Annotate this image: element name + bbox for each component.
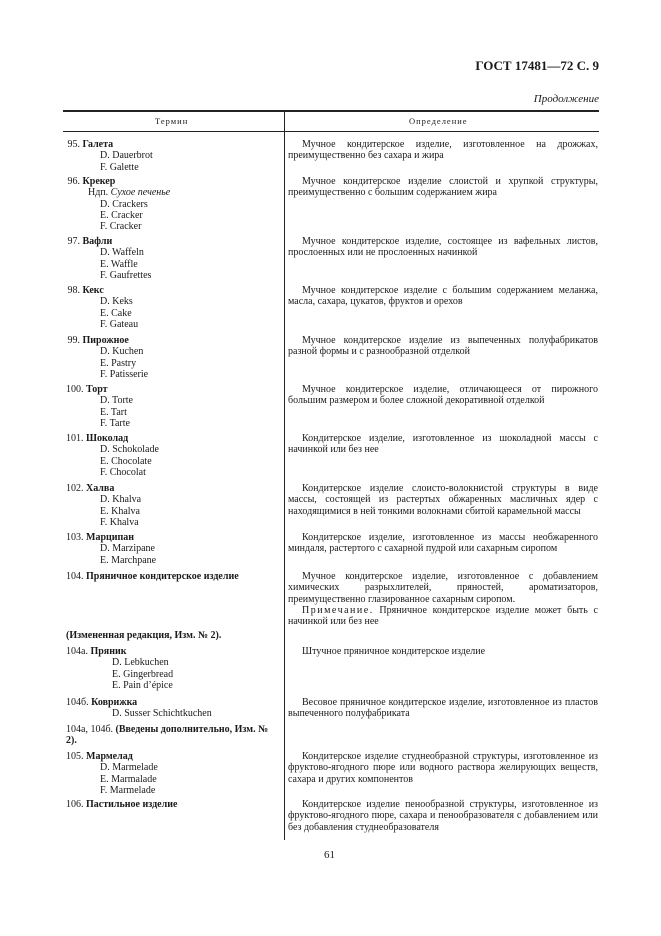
term-104a: 104а. Пряник D. Lebkuchen E. Gingerbread E. Pain d’épice <box>66 646 174 691</box>
definition-98: Мучное кондитерское изделие с большим содержанием меланжа, масла, сахара, цукатов, фруктов и орехов <box>288 285 598 308</box>
term-96: 96. Крекер Ндп. Сухое печенье D. Crackers E. Cracker F. Cracker <box>67 176 171 233</box>
continuation-label: Продолжение <box>533 93 599 105</box>
page-number: 61 <box>324 849 335 861</box>
amendment-note-1: (Измененная редакция, Изм. № 2). <box>66 630 222 641</box>
amendment-note-2: 104а, 104б. (Введены дополнительно, Изм. № 2). <box>66 724 269 747</box>
header-col-term: Термин <box>155 116 189 126</box>
note-label: Примечание. <box>302 604 374 616</box>
term-104: 104. Пряничное кондитерское изделие <box>66 571 239 582</box>
definition-106: Кондитерское изделие пенообразной структуры, изготовленное из фруктово-ягодного пюре, сахара и пенообразователя с добавлением или без добавления студнеобразователя <box>288 799 598 833</box>
definition-100: Мучное кондитерское изделие, отличающееся от пирожного большим размером и более сложной декоративной отделкой <box>288 384 598 407</box>
term-97: 97. Вафли D. Waffeln E. Waffle F. Gaufrettes <box>67 236 152 281</box>
term-105: 105. Мармелад D. Marmelade E. Marmalade F. Marmelade <box>66 751 158 796</box>
definition-104b: Весовое пряничное кондитерское изделие, изготовленное из пластов выпеченного полуфабриката <box>288 697 598 720</box>
term-101: 101. Шоколад D. Schokolade E. Chocolate F. Chocolat <box>66 433 159 478</box>
definition-99: Мучное кондитерское изделие из выпеченных полуфабрикатов разной формы и с разнообразной отделкой <box>288 335 598 358</box>
term-98: 98. Кекс D. Keks E. Cake F. Gateau <box>67 285 139 330</box>
term-106: 106. Пастильное изделие <box>66 799 178 810</box>
column-divider <box>284 110 285 840</box>
table-top-rule <box>63 110 599 112</box>
standard-code: ГОСТ 17481—72 С. 9 <box>475 58 599 73</box>
definition-103: Кондитерское изделие, изготовленное из массы необжаренного миндаля, растертого с сахарной пудрой или сахарным сиропом <box>288 532 598 555</box>
header-bottom-rule <box>63 131 599 132</box>
term-103: 103. Марципан D. Marzipane E. Marchpane <box>66 532 157 566</box>
definition-95: Мучное кондитерское изделие, изготовленное на дрожжах, преимущественно без сахара и жира <box>288 139 598 162</box>
definition-97: Мучное кондитерское изделие, состоящее из вафельных листов, прослоенных или не прослоенных начинкой <box>288 236 598 259</box>
definition-104: Мучное кондитерское изделие, изготовленное с добавлением химических разрыхлителей, пряностей, ароматизаторов, преимущественно глазированное сахарным сиропом. Примечание. Пряничное кондитерское изделие может быть с начинкой или без нее <box>288 571 598 628</box>
term-100: 100. Торт D. Torte E. Tart F. Tarte <box>66 384 133 429</box>
term-104b: 104б. Коврижка D. Susser Schichtkuchen <box>66 697 212 720</box>
term-102: 102. Халва D. Khalva E. Khalva F. Khalva <box>66 483 142 528</box>
definition-105: Кондитерское изделие студнеобразной структуры, изготовленное из фруктово-ягодного пюре или водного раствора желирующих веществ, сахара и других компонентов <box>288 751 598 785</box>
term-99: 99. Пирожное D. Kuchen E. Pastry F. Patisserie <box>67 335 149 380</box>
header-col-definition: Определение <box>409 116 468 126</box>
term-95: 95. Галета D. Dauerbrot F. Galette <box>67 139 153 173</box>
definition-96: Мучное кондитерское изделие слоистой и хрупкой структуры, преимущественно с большим содержанием жира <box>288 176 598 199</box>
definition-104a: Штучное пряничное кондитерское изделие <box>302 646 486 657</box>
definition-102: Кондитерское изделие слоисто-волокнистой структуры в виде массы, состоящей из растертых обжаренных масличных ядер с находящимися в ней тонкими волокнами сбитой карамельной массы <box>288 483 598 517</box>
definition-101: Кондитерское изделие, изготовленное из шоколадной массы с начинкой или без нее <box>288 433 598 456</box>
